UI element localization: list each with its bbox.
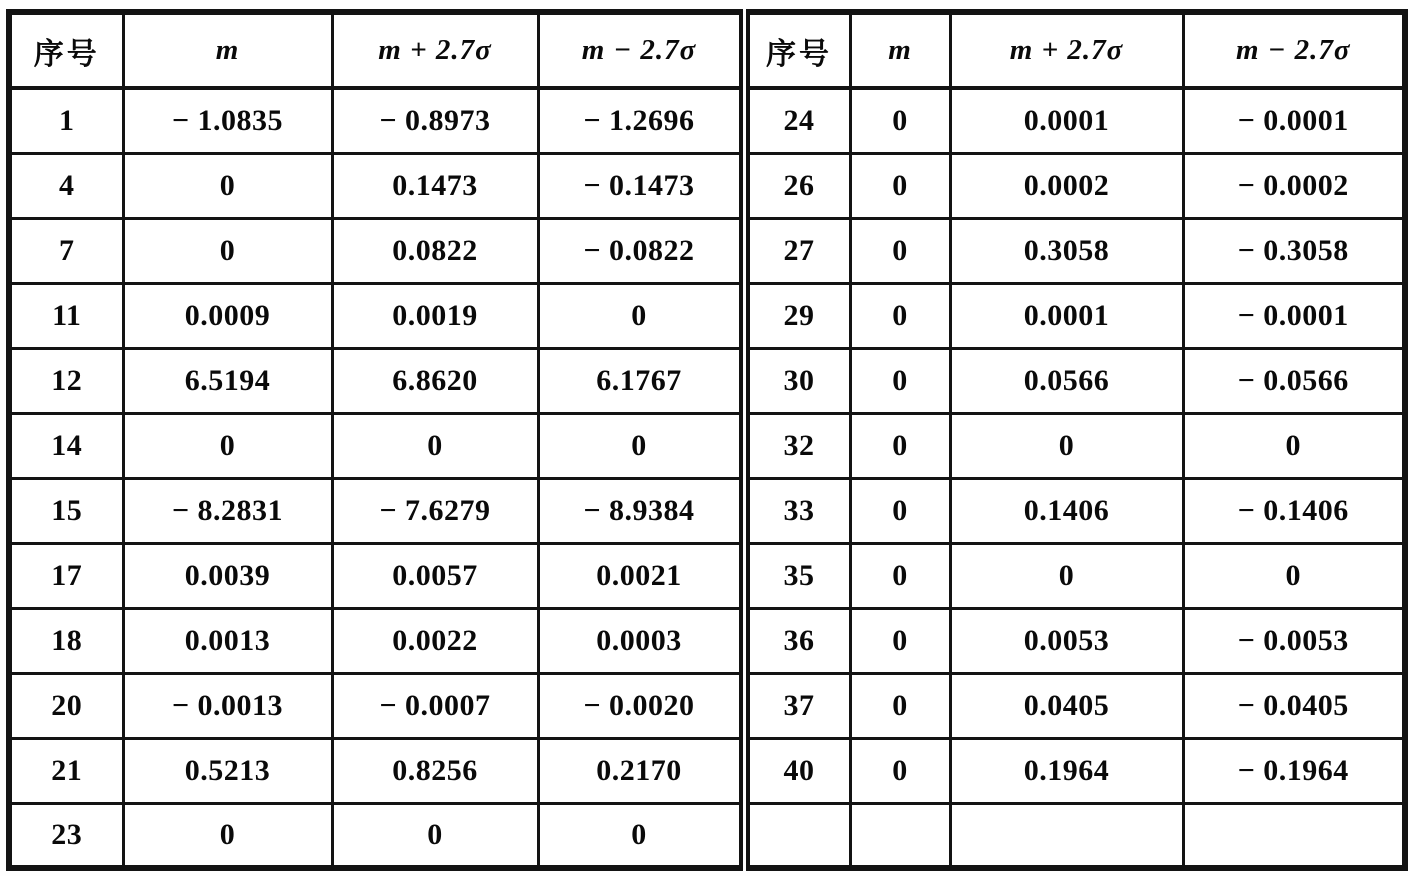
table-row bbox=[9, 738, 1405, 803]
cell-left-index: 11 bbox=[9, 283, 123, 348]
cell-left-m_plus: − 7.6279 bbox=[332, 478, 538, 543]
cell-left-m_minus: − 0.0822 bbox=[538, 218, 744, 283]
cell-right-index: 27 bbox=[744, 218, 850, 283]
cell-left-m_minus: − 0.0020 bbox=[538, 673, 744, 738]
cell-left-m_minus: 0.0021 bbox=[538, 543, 744, 608]
cell-left-m_minus: − 0.1473 bbox=[538, 153, 744, 218]
cell-right-m: 0 bbox=[850, 218, 950, 283]
cell-right-m_plus: 0.0002 bbox=[950, 153, 1183, 218]
cell-left-m_minus: 0.2170 bbox=[538, 738, 744, 803]
cell-left-index: 14 bbox=[9, 413, 123, 478]
cell-left-m_plus: 0.0022 bbox=[332, 608, 538, 673]
cell-left-m_plus: 0.0822 bbox=[332, 218, 538, 283]
cell-right-index: 36 bbox=[744, 608, 850, 673]
cell-left-m_minus: − 8.9384 bbox=[538, 478, 744, 543]
cell-right-m_minus bbox=[1183, 803, 1405, 868]
cell-left-m_plus: 0.1473 bbox=[332, 153, 538, 218]
header-row bbox=[9, 12, 1405, 88]
table-row bbox=[9, 153, 1405, 218]
table-row bbox=[9, 673, 1405, 738]
cell-left-m: 0 bbox=[123, 218, 332, 283]
cell-left-m_minus: 0 bbox=[538, 803, 744, 868]
cell-right-m_plus: 0.0001 bbox=[950, 88, 1183, 153]
cell-right-m_plus: 0.1406 bbox=[950, 478, 1183, 543]
cell-left-m_plus: 0 bbox=[332, 803, 538, 868]
cell-left-index: 21 bbox=[9, 738, 123, 803]
cell-left-m_minus: 0 bbox=[538, 413, 744, 478]
header-m-minus-right: m − 2.7σ bbox=[1183, 12, 1405, 88]
cell-right-m_minus: − 0.3058 bbox=[1183, 218, 1405, 283]
cell-right-index: 33 bbox=[744, 478, 850, 543]
cell-right-m_minus: − 0.0001 bbox=[1183, 88, 1405, 153]
cell-left-m: 0.0039 bbox=[123, 543, 332, 608]
table-row bbox=[9, 413, 1405, 478]
cell-left-m: − 0.0013 bbox=[123, 673, 332, 738]
cell-right-m_plus: 0.0566 bbox=[950, 348, 1183, 413]
cell-right-index: 37 bbox=[744, 673, 850, 738]
table-row bbox=[9, 218, 1405, 283]
cell-right-m: 0 bbox=[850, 608, 950, 673]
header-m-plus-left: m + 2.7σ bbox=[332, 12, 538, 88]
cell-left-m_plus: 0.0057 bbox=[332, 543, 538, 608]
cell-left-m_minus: 0 bbox=[538, 283, 744, 348]
table-row bbox=[9, 608, 1405, 673]
cell-left-m_plus: − 0.8973 bbox=[332, 88, 538, 153]
header-m-minus-left: m − 2.7σ bbox=[538, 12, 744, 88]
cell-left-index: 15 bbox=[9, 478, 123, 543]
cell-right-m_plus bbox=[950, 803, 1183, 868]
cell-left-m: 0 bbox=[123, 413, 332, 478]
cell-right-m_plus: 0.1964 bbox=[950, 738, 1183, 803]
table-body bbox=[9, 88, 1405, 868]
cell-left-m: 0.0009 bbox=[123, 283, 332, 348]
cell-right-index: 24 bbox=[744, 88, 850, 153]
cell-right-m: 0 bbox=[850, 413, 950, 478]
cell-right-index: 35 bbox=[744, 543, 850, 608]
cell-right-m_plus: 0.0405 bbox=[950, 673, 1183, 738]
cell-right-m_plus: 0.0001 bbox=[950, 283, 1183, 348]
cell-right-m_minus: − 0.1964 bbox=[1183, 738, 1405, 803]
cell-left-m_minus: − 1.2696 bbox=[538, 88, 744, 153]
cell-left-index: 23 bbox=[9, 803, 123, 868]
header-m-plus-right: m + 2.7σ bbox=[950, 12, 1183, 88]
cell-right-m_plus: 0 bbox=[950, 413, 1183, 478]
header-m-right: m bbox=[850, 12, 950, 88]
cell-right-index: 29 bbox=[744, 283, 850, 348]
cell-right-m_minus: 0 bbox=[1183, 543, 1405, 608]
header-m-left: m bbox=[123, 12, 332, 88]
cell-right-m: 0 bbox=[850, 543, 950, 608]
cell-right-m: 0 bbox=[850, 478, 950, 543]
table-row bbox=[9, 88, 1405, 153]
cell-right-m bbox=[850, 803, 950, 868]
cell-right-m_minus: − 0.0405 bbox=[1183, 673, 1405, 738]
cell-left-m_plus: 6.8620 bbox=[332, 348, 538, 413]
table-header bbox=[9, 12, 1405, 88]
cell-right-m_minus: − 0.0053 bbox=[1183, 608, 1405, 673]
cell-left-m: 6.5194 bbox=[123, 348, 332, 413]
cell-left-m: − 8.2831 bbox=[123, 478, 332, 543]
cell-right-index bbox=[744, 803, 850, 868]
cell-left-m: 0 bbox=[123, 803, 332, 868]
cell-left-m_plus: 0.8256 bbox=[332, 738, 538, 803]
cell-left-m: 0 bbox=[123, 153, 332, 218]
cell-right-index: 30 bbox=[744, 348, 850, 413]
cell-right-m_minus: − 0.0566 bbox=[1183, 348, 1405, 413]
cell-left-index: 12 bbox=[9, 348, 123, 413]
cell-right-m: 0 bbox=[850, 738, 950, 803]
cell-left-m_plus: 0 bbox=[332, 413, 538, 478]
cell-right-m_minus: − 0.0002 bbox=[1183, 153, 1405, 218]
header-seq-left: 序号 bbox=[9, 12, 123, 88]
cell-right-m_plus: 0 bbox=[950, 543, 1183, 608]
cell-right-m_minus: 0 bbox=[1183, 413, 1405, 478]
cell-right-m_minus: − 0.0001 bbox=[1183, 283, 1405, 348]
cell-right-m: 0 bbox=[850, 348, 950, 413]
cell-left-m: 0.5213 bbox=[123, 738, 332, 803]
cell-left-m: − 1.0835 bbox=[123, 88, 332, 153]
cell-left-index: 17 bbox=[9, 543, 123, 608]
cell-right-m_minus: − 0.1406 bbox=[1183, 478, 1405, 543]
cell-right-index: 32 bbox=[744, 413, 850, 478]
cell-left-m_minus: 6.1767 bbox=[538, 348, 744, 413]
cell-right-m_plus: 0.0053 bbox=[950, 608, 1183, 673]
table-row bbox=[9, 803, 1405, 868]
table-row bbox=[9, 543, 1405, 608]
cell-right-m: 0 bbox=[850, 153, 950, 218]
cell-right-m_plus: 0.3058 bbox=[950, 218, 1183, 283]
cell-left-index: 7 bbox=[9, 218, 123, 283]
cell-left-m_minus: 0.0003 bbox=[538, 608, 744, 673]
cell-left-m_plus: 0.0019 bbox=[332, 283, 538, 348]
table-row bbox=[9, 348, 1405, 413]
cell-left-m: 0.0013 bbox=[123, 608, 332, 673]
cell-left-index: 4 bbox=[9, 153, 123, 218]
cell-right-index: 40 bbox=[744, 738, 850, 803]
cell-right-m: 0 bbox=[850, 88, 950, 153]
table-row bbox=[9, 478, 1405, 543]
cell-left-index: 1 bbox=[9, 88, 123, 153]
cell-left-m_plus: − 0.0007 bbox=[332, 673, 538, 738]
data-table bbox=[6, 9, 1408, 871]
cell-right-m: 0 bbox=[850, 673, 950, 738]
cell-left-index: 20 bbox=[9, 673, 123, 738]
cell-left-index: 18 bbox=[9, 608, 123, 673]
table-row bbox=[9, 283, 1405, 348]
header-seq-right: 序号 bbox=[744, 12, 850, 88]
cell-right-m: 0 bbox=[850, 283, 950, 348]
cell-right-index: 26 bbox=[744, 153, 850, 218]
